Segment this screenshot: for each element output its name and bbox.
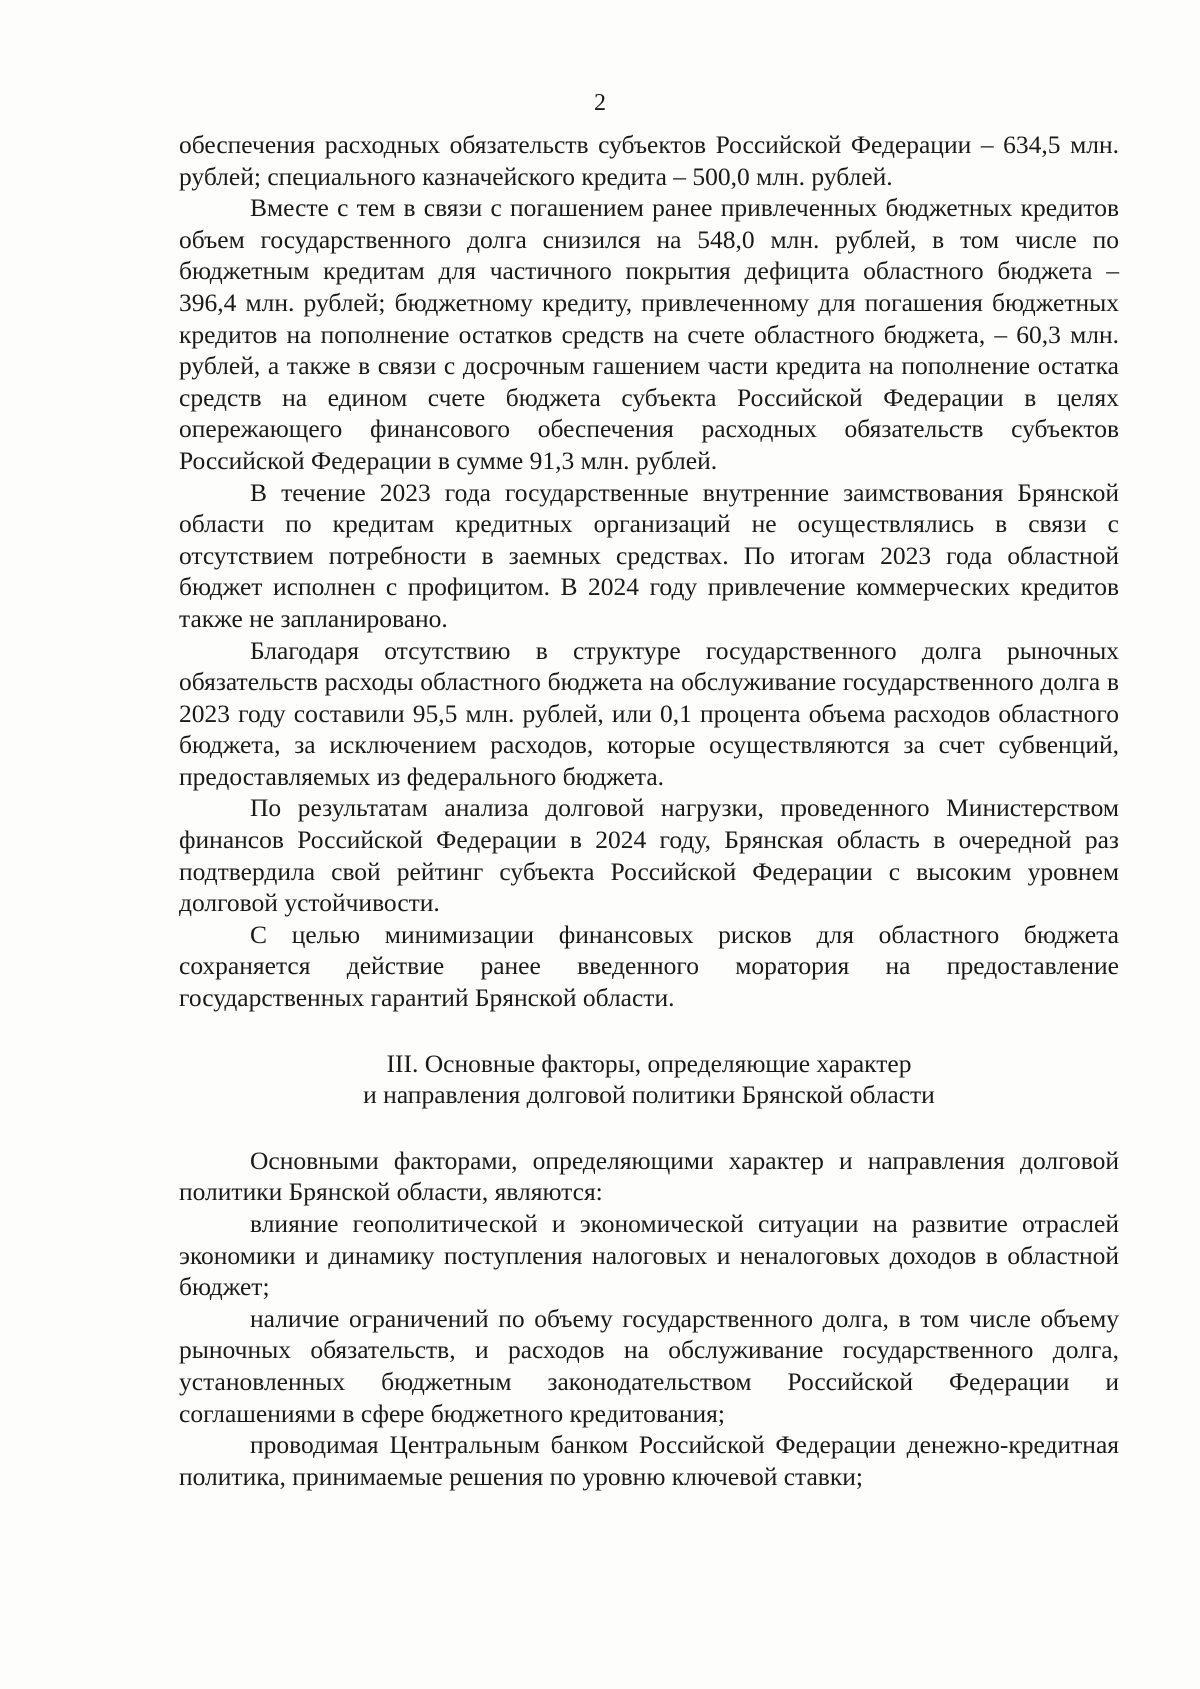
paragraph-guarantees-moratorium: С целью минимизации финансовых рисков для областного бюджета сохраняется действие ранее введенного моратория на предоставление государственных гарантий Брянской области.	[179, 919, 1119, 1013]
section-heading-line-2: и направления долговой политики Брянской области	[363, 1080, 935, 1110]
paragraph-factors-intro: Основными факторами, определяющими характер и направления долговой политики Брянской области, являются:	[179, 1145, 1119, 1207]
page-number: 2	[594, 90, 606, 116]
paragraph-factor-central-bank: проводимая Центральным банком Российской Федерации денежно-кредитная политика, принимаемые решения по уровню ключевой ставки;	[179, 1430, 1119, 1491]
paragraph-debt-rating: По результатам анализа долговой нагрузки, проведенного Министерством финансов Российской Федерации в 2024 году, Брянская область в очередной раз подтвердила свой рейтинг субъекта Российской Федерации с высоким уровнем долговой устойчивости.	[179, 793, 1119, 918]
paragraph-factor-geopolitics: влияние геополитической и экономической ситуации на развитие отраслей экономики и динамику поступления налоговых и неналоговых доходов в областной бюджет;	[179, 1209, 1119, 1302]
section-heading-line-1: III. Основные факторы, определяющие характер	[386, 1048, 912, 1078]
paragraph-debt-service-costs: Благодаря отсутствию в структуре государственного долга рыночных обязательств расходы областного бюджета на обслуживание государственного долга в 2023 году составили 95,5 млн. рублей, или 0,1 процента объема расходов областного бюджета, за исключением расходов, которые осуществляются за счет субвенций, предоставляемых из федерального бюджета.	[179, 635, 1119, 791]
document-body	[179, 129, 1119, 1492]
paragraph-continued: обеспечения расходных обязательств субъектов Российской Федерации – 634,5 млн. рублей; специального казначейского кредита – 500,0 млн. рублей.	[179, 130, 1119, 191]
paragraph-debt-reduction: Вместе с тем в связи с погашением ранее привлеченных бюджетных кредитов объем государственного долга снизился на 548,0 млн. рублей, в том числе по бюджетным кредитам для частичного покрытия дефицита областного бюджета – 396,4 млн. рублей; бюджетному кредиту, привлеченному для погашения бюджетных кредитов на пополнение остатков средств на счете областного бюджета, – 60,3 млн. рублей, а также в связи с досрочным гашением части кредита на пополнение остатка средств на едином счете бюджета субъекта Российской Федерации в целях опережающего финансового обеспечения расходных обязательств субъектов Российской Федерации в сумме 91,3 млн. рублей.	[179, 193, 1119, 475]
section-heading	[179, 1048, 1119, 1111]
paragraph-borrowings-2023: В течение 2023 года государственные внутренние заимствования Брянской области по кредитам кредитных организаций не осуществлялись в связи с отсутствием потребности в заемных средствах. По итогам 2023 года областной бюджет исполнен с профицитом. В 2024 году привлечение коммерческих кредитов также не запланировано.	[179, 477, 1119, 633]
paragraph-factor-debt-limits: наличие ограничений по объему государственного долга, в том числе объему рыночных обязательств, и расходов на обслуживание государственного долга, установленных бюджетным законодательством Российской Федерации и соглашениями в сфере бюджетного кредитования;	[179, 1303, 1119, 1428]
